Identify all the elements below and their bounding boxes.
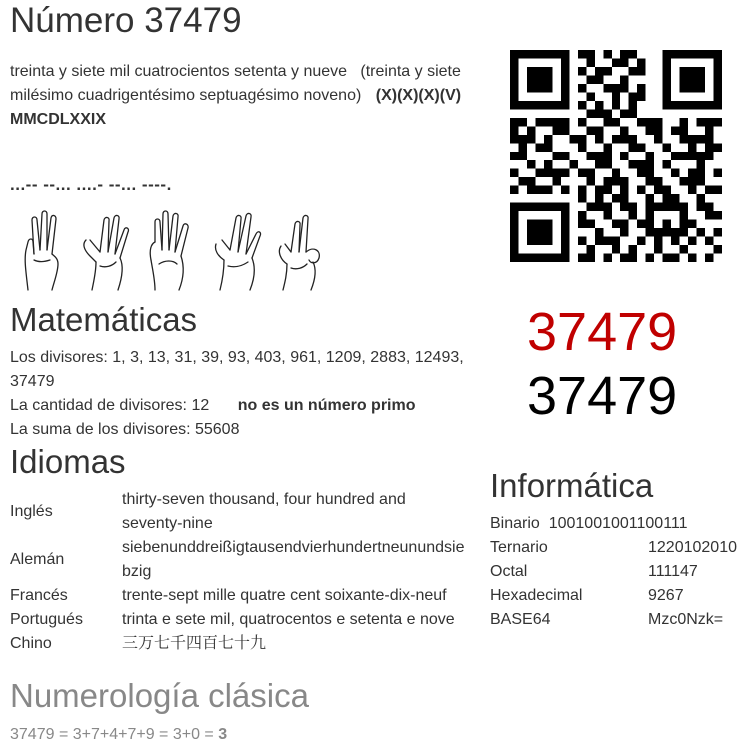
languages-table	[10, 488, 480, 656]
base-row	[490, 608, 750, 632]
base-value: 111147	[648, 563, 698, 580]
base-value: 9267	[648, 587, 684, 604]
numerology-result: 3	[218, 726, 228, 743]
divisor-count-line	[10, 394, 490, 418]
morse-code: ...-- --... ....- --... ----.	[10, 175, 172, 194]
language-value: trinta e sete mil, quatrocentos e setenta e nove	[122, 611, 455, 628]
language-name: Francés	[10, 587, 68, 604]
divisors-values-cont: 37479	[10, 373, 55, 390]
language-row	[10, 632, 480, 656]
binary-label: Binario	[490, 515, 540, 532]
base-value: Mzc0Nzk=	[648, 611, 724, 628]
qr-code-icon	[510, 50, 722, 262]
base-value: 1220102010	[648, 539, 737, 556]
hand-four-icon	[150, 211, 188, 290]
language-name: Inglés	[10, 503, 53, 520]
language-name: Alemán	[10, 551, 65, 568]
informatica-table	[490, 512, 750, 632]
numerology-formula-line	[10, 723, 227, 747]
cardinal-text: treinta y siete mil cuatrocientos setenta y nueve	[10, 63, 348, 80]
numerology-formula: 37479 = 3+7+4+7+9 = 3+0 =	[10, 726, 214, 743]
language-name: Chino	[10, 635, 52, 652]
hand-nine-icon	[279, 215, 319, 290]
big-number-red: 37479	[527, 302, 678, 362]
hand-seven-icon	[84, 215, 129, 290]
hand-seven-icon	[215, 213, 260, 290]
language-value: siebenunddreißigtausendvierhundertneunundsie bzig	[122, 539, 465, 580]
language-row	[10, 488, 480, 536]
divisors-values: 1, 3, 13, 31, 39, 93, 403, 961, 1209, 2883, 12493,	[112, 349, 464, 366]
divisors-line	[10, 346, 490, 370]
count-value: 12	[191, 397, 210, 414]
divisors-label: Los divisores:	[10, 349, 108, 366]
hand-three-icon	[25, 211, 58, 290]
roman-prefix: (X)(X)(X)(V)	[375, 87, 462, 104]
math-section	[10, 346, 490, 442]
math-heading: Matemáticas	[10, 301, 198, 338]
base-key: Hexadecimal	[490, 587, 583, 604]
base-row	[490, 584, 750, 608]
languages-heading: Idiomas	[10, 443, 126, 480]
base-row	[490, 536, 750, 560]
language-value: 三万七千四百七十九	[122, 635, 267, 652]
language-row	[10, 584, 480, 608]
base-row	[490, 560, 750, 584]
ordinal-text: (treinta y siete milésimo cuadrigentésimo septuagésimo noveno)	[10, 63, 461, 104]
language-name: Portugués	[10, 611, 83, 628]
count-label: La cantidad de divisores:	[10, 397, 187, 414]
language-row	[10, 536, 480, 584]
big-number-black: 37479	[527, 366, 678, 426]
divisor-sum-line	[10, 418, 490, 442]
base-key: BASE64	[490, 611, 551, 628]
prime-status: no es un número primo	[237, 397, 416, 414]
informatica-heading: Informática	[490, 467, 654, 504]
language-value: trente-sept mille quatre cent soixante-dix-neuf	[122, 587, 447, 604]
sign-language-hands	[18, 210, 338, 295]
roman-numeral: MMCDLXXIX	[10, 111, 106, 128]
binary-row	[490, 512, 750, 536]
number-in-words	[10, 60, 480, 132]
page-title: Número 37479	[10, 1, 242, 40]
language-value: thirty-seven thousand, four hundred and seventy-nine	[122, 491, 406, 532]
sum-label: La suma de los divisores:	[10, 421, 191, 438]
numerology-heading: Numerología clásica	[10, 677, 309, 714]
base-key: Ternario	[490, 539, 548, 556]
sum-value: 55608	[194, 421, 240, 438]
binary-value: 1001001001100111	[548, 515, 688, 532]
base-key: Octal	[490, 563, 528, 580]
language-row	[10, 608, 480, 632]
